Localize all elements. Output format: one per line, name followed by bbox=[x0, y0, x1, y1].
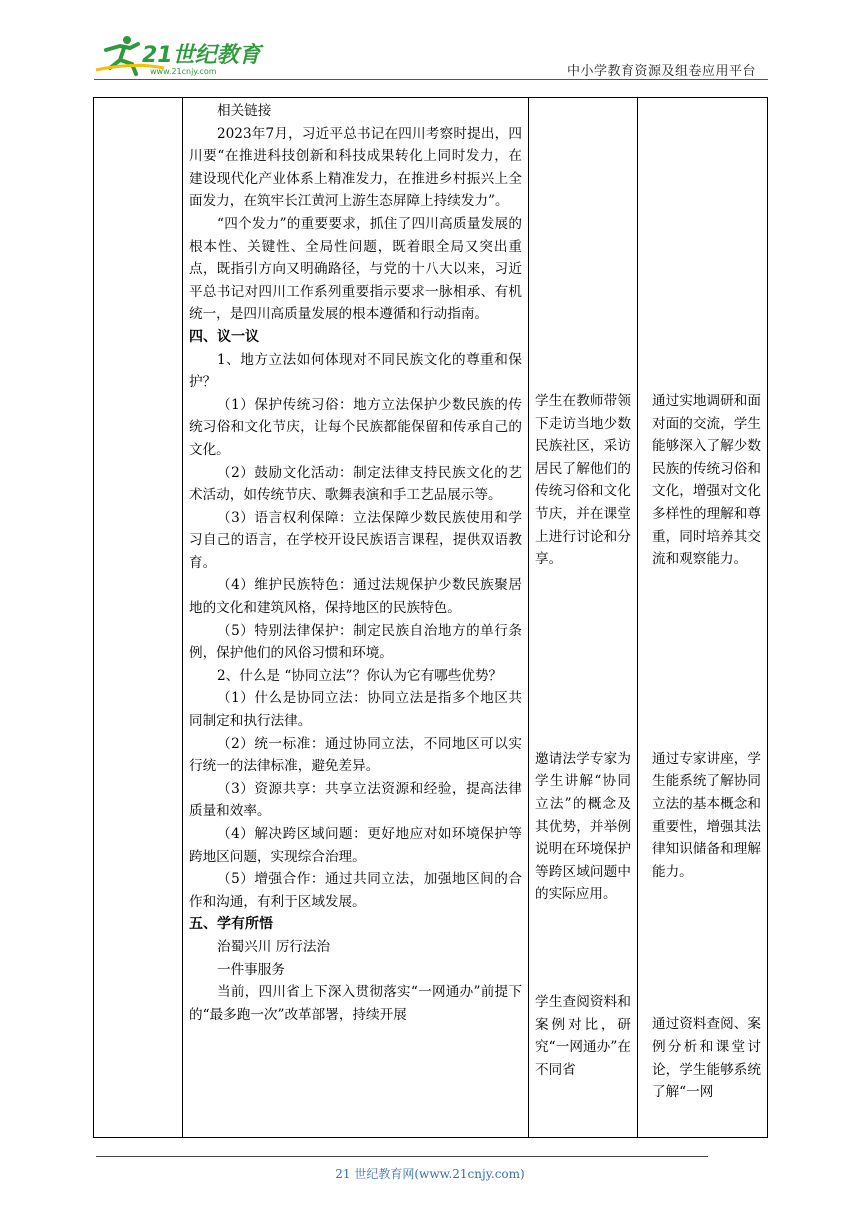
section-5-paragraph: 当前，四川省上下深入贯彻落实“一网通办”前提下的“最多跑一次”改革部署，持续开展 bbox=[189, 984, 522, 1023]
footer-link[interactable]: 21 世纪教育网(www.21cnjy.com) bbox=[335, 1167, 525, 1181]
section-4-title: 四、议一议 bbox=[189, 328, 259, 345]
link-heading: 相关链接 bbox=[217, 103, 272, 119]
site-logo bbox=[94, 34, 264, 78]
section-5-line-2: 一件事服务 bbox=[217, 961, 285, 978]
question-2-answer-4: （4）解决跨区域问题：更好地应对如环境保护等跨地区问题，实现综合治理。 bbox=[189, 826, 522, 865]
question-2-answer-2: （2）统一标准：通过协同立法，不同地区可以实行统一的法律标准，避免差异。 bbox=[189, 735, 522, 775]
stage-cell bbox=[94, 98, 183, 1138]
question-1-answer-3: （3）语言权利保障：立法保障少数民族使用和学习自己的语言，在学校开设民族语言课程，提供双语教育。 bbox=[189, 509, 522, 571]
question-2-answer-3: （3）资源共享：共享立法资源和经验，提高法律质量和效率。 bbox=[189, 780, 522, 820]
activity-1: 学生在教师带领下走访当地少数民族社区，采访居民了解他们的传统习俗和文化节庆，并在课堂上进行讨论和分享。 bbox=[535, 393, 631, 568]
link-paragraph-1: 2023年7月，习近平总书记在四川考察时提出，四川要“在推进科技创新和科技成果转化上同时发力，在建设现代化产业体系上精准发力，在推进乡村振兴上全面发力，在筑牢长江黄河上游生态屏障上持续发力”。 bbox=[189, 125, 522, 210]
activity-2: 邀请法学专家为学生讲解“协同立法”的概念及其优势，并举例说明在环境保护等跨区域问题中的实际应用。 bbox=[535, 750, 631, 903]
activity-3: 学生查阅资料和案例对比，研究“一网通办”在不同省 bbox=[535, 993, 631, 1078]
section-5-line-1: 治蜀兴川 厉行法治 bbox=[217, 938, 331, 955]
section-5-title: 五、学有所悟 bbox=[189, 916, 273, 933]
question-2-answer-5: （5）增强合作：通过共同立法，加强地区间的合作和沟通，有利于区域发展。 bbox=[189, 871, 522, 910]
footer-divider bbox=[96, 1156, 708, 1157]
question-2-answer-1: （1）什么是协同立法：协同立法是指多个地区共同制定和执行法律。 bbox=[189, 690, 522, 730]
question-1-answer-4: （4）维护民族特色：通过法规保护少数民族聚居地的文化和建筑风格，保持地区的民族特色。 bbox=[189, 577, 522, 617]
intent-3: 通过资料查阅、案例分析和课堂讨论，学生能够系统了解“一网 bbox=[652, 1016, 761, 1101]
logo-url: www.21cnjy.com bbox=[150, 67, 217, 76]
header-divider bbox=[94, 79, 768, 80]
teaching-content-cell bbox=[183, 98, 529, 1138]
lesson-plan-table bbox=[93, 97, 768, 1138]
question-1-answer-2: （2）鼓励文化活动：制定法律支持民族文化的艺术活动，如传统节庆、歌舞表演和手工艺品展示等。 bbox=[189, 464, 522, 504]
intent-1: 通过实地调研和面对面的交流，学生能够深入了解少数民族的传统习俗和文化，增强对文化多样性的理解和尊重，同时培养其交流和观察能力。 bbox=[652, 393, 761, 568]
logo-text: 21世纪教育 bbox=[142, 43, 261, 68]
question-2: 2、什么是 “协同立法”？你认为它有哪些优势？ bbox=[217, 667, 503, 684]
question-1: 1、地方立法如何体现对不同民族文化的尊重和保护？ bbox=[189, 351, 522, 391]
table-row bbox=[94, 98, 768, 1138]
platform-name: 中小学教育资源及组卷应用平台 bbox=[566, 64, 756, 79]
link-paragraph-2: “四个发力”的重要要求，抓住了四川高质量发展的根本性、关键性、全局性问题，既着眼全局又突出重点，既指引方向又明确路径，与党的十八大以来，习近平总书记对四川工作系列重要指示要求一脉相承、有机统一，是四川高质量发展的根本遵循和行动指南。 bbox=[189, 215, 522, 323]
design-intent-cell bbox=[638, 98, 768, 1138]
student-activity-cell bbox=[529, 98, 638, 1138]
question-1-answer-1: （1）保护传统习俗：地方立法保护少数民族的传统习俗和文化节庆，让每个民族都能保留和传承自己的文化。 bbox=[189, 396, 522, 458]
question-1-answer-5: （5）特别法律保护：制定民族自治地方的单行条例，保护他们的风俗习惯和环境。 bbox=[189, 622, 522, 662]
intent-2: 通过专家讲座，学生能系统了解协同立法的基本概念和重要性，增强其法律知识储备和理解能力。 bbox=[652, 750, 761, 880]
